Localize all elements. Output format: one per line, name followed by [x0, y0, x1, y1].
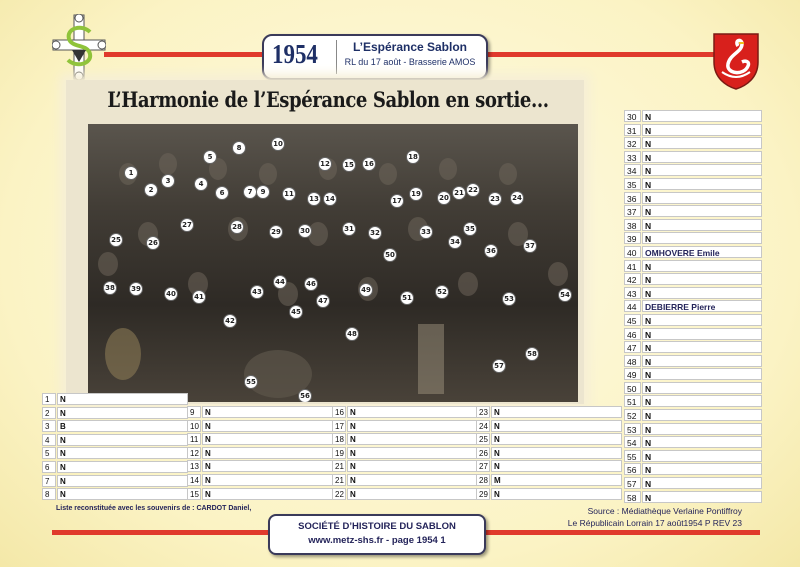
roster-row: [624, 219, 762, 232]
roster-number: 27: [476, 460, 490, 472]
roster-name: N: [202, 406, 333, 418]
roster-name: N: [491, 433, 622, 445]
roster-number: 8: [42, 488, 56, 500]
roster-number: 19: [332, 447, 346, 459]
person-label: 41: [192, 290, 206, 304]
roster-name: N: [491, 488, 622, 500]
person-label: 33: [419, 225, 433, 239]
roster-name: N: [642, 192, 762, 204]
roster-name: N: [642, 355, 762, 367]
roster-row: [624, 205, 762, 218]
roster-row: [624, 192, 762, 205]
person-label: 24: [510, 191, 524, 205]
roster-number: 41: [624, 260, 641, 272]
roster-name: N: [57, 488, 188, 500]
roster-name: N: [347, 433, 478, 445]
person-label: 25: [109, 233, 123, 247]
roster-number: 42: [624, 273, 641, 285]
person-label: 43: [250, 285, 264, 299]
roster-name: N: [642, 178, 762, 190]
roster-row: [332, 420, 478, 433]
person-label: 45: [289, 305, 303, 319]
person-label: 39: [129, 282, 143, 296]
footer-link-line: [270, 535, 484, 546]
roster-row: [42, 461, 188, 474]
clipping-headline: L’Harmonie de l’Espérance Sablon en sortie...: [107, 87, 549, 112]
roster-number: 32: [624, 137, 641, 149]
roster-number: 31: [624, 124, 641, 136]
roster-name: N: [202, 447, 333, 459]
roster-number: 1: [42, 393, 56, 405]
roster-name: N: [491, 406, 622, 418]
roster-name: N: [642, 382, 762, 394]
person-label: 4: [194, 177, 208, 191]
roster-row: [332, 488, 478, 501]
roster-name: N: [642, 477, 762, 489]
roster-number: 44: [624, 300, 641, 312]
roster-number: 45: [624, 314, 641, 326]
roster-number: 55: [624, 450, 641, 462]
roster-name: N: [642, 450, 762, 462]
roster-row: [476, 488, 622, 501]
roster-column-5: [624, 110, 762, 504]
person-label: 38: [103, 281, 117, 295]
roster-row: [624, 423, 762, 436]
person-label: 44: [273, 275, 287, 289]
roster-row: [624, 273, 762, 286]
roster-name: N: [347, 474, 478, 486]
roster-number: 9: [187, 406, 201, 418]
roster-number: 54: [624, 436, 641, 448]
roster-row: [624, 463, 762, 476]
roster-number: 21: [332, 474, 346, 486]
roster-name: N: [57, 407, 188, 419]
roster-number: 12: [187, 447, 201, 459]
roster-number: 18: [332, 433, 346, 445]
year-label: 1954: [272, 39, 318, 69]
roster-row: [476, 474, 622, 487]
roster-row: [624, 450, 762, 463]
roster-name: N: [642, 273, 762, 285]
roster-name: N: [642, 368, 762, 380]
roster-number: 56: [624, 463, 641, 475]
cross-s-emblem-icon: [52, 14, 106, 80]
roster-number: 15: [187, 488, 201, 500]
roster-number: 40: [624, 246, 641, 258]
roster-name: N: [57, 461, 188, 473]
roster-row: [187, 460, 333, 473]
roster-number: 38: [624, 219, 641, 231]
roster-name: N: [491, 447, 622, 459]
roster-number: 46: [624, 328, 641, 340]
person-label: 19: [409, 187, 423, 201]
roster-name: B: [57, 420, 188, 432]
roster-number: 5: [42, 447, 56, 459]
source-line-1: Source : Médiathèque Verlaine Pontiffroy: [587, 506, 742, 516]
roster-row: [332, 474, 478, 487]
person-label: 40: [164, 287, 178, 301]
roster-name: N: [57, 447, 188, 459]
person-label: 22: [466, 183, 480, 197]
roster-row: [42, 447, 188, 460]
roster-number: 14: [187, 474, 201, 486]
title-divider: [336, 40, 337, 74]
roster-number: 47: [624, 341, 641, 353]
roster-number: 16: [332, 406, 346, 418]
person-label: 56: [298, 389, 312, 402]
roster-name: N: [642, 205, 762, 217]
header-rule-left: [104, 52, 264, 57]
roster-number: 39: [624, 232, 641, 244]
roster-name: N: [642, 436, 762, 448]
person-label: 20: [437, 191, 451, 205]
person-label: 3: [161, 174, 175, 188]
roster-name: N: [202, 433, 333, 445]
person-label: 34: [448, 235, 462, 249]
roster-number: 6: [42, 461, 56, 473]
roster-name: N: [642, 110, 762, 122]
person-label: 58: [525, 347, 539, 361]
roster-number: 4: [42, 434, 56, 446]
header-rule-right: [484, 52, 714, 57]
roster-name: N: [642, 314, 762, 326]
roster-row: [332, 447, 478, 460]
roster-row: [624, 110, 762, 123]
roster-name: N: [642, 409, 762, 421]
roster-row: [624, 246, 762, 259]
roster-number: 11: [187, 433, 201, 445]
roster-row: [42, 475, 188, 488]
roster-name: N: [202, 474, 333, 486]
website-link[interactable]: www.metz-shs.fr: [308, 535, 384, 546]
roster-row: [624, 355, 762, 368]
person-label: 53: [502, 292, 516, 306]
person-label: 49: [359, 283, 373, 297]
roster-number: 22: [332, 488, 346, 500]
person-label: 11: [282, 187, 296, 201]
roster-number: 10: [187, 420, 201, 432]
roster-name: DEBIERRE Pierre: [642, 300, 762, 312]
roster-number: 28: [476, 474, 490, 486]
roster-column-1: [42, 393, 188, 502]
person-label: 9: [256, 185, 270, 199]
person-label: 31: [342, 222, 356, 236]
person-label: 29: [269, 225, 283, 239]
person-label: 27: [180, 218, 194, 232]
roster-row: [624, 477, 762, 490]
roster-row: [42, 488, 188, 501]
roster-name: OMHOVERE Emile: [642, 246, 762, 258]
roster-number: 35: [624, 178, 641, 190]
person-label: 5: [203, 150, 217, 164]
society-name: SOCIÉTÉ D’HISTOIRE DU SABLON: [298, 521, 456, 532]
person-label: 52: [435, 285, 449, 299]
roster-row: [624, 409, 762, 422]
roster-name: N: [642, 395, 762, 407]
roster-number: 57: [624, 477, 641, 489]
roster-row: [187, 433, 333, 446]
roster-number: 53: [624, 423, 641, 435]
roster-name: M: [491, 474, 622, 486]
roster-row: [624, 314, 762, 327]
newspaper-clipping: [66, 80, 584, 404]
roster-name: N: [642, 137, 762, 149]
person-label: 32: [368, 226, 382, 240]
roster-name: N: [642, 124, 762, 136]
roster-name: N: [642, 423, 762, 435]
source-line-2: Le Républicain Lorrain 17 août1954 P REV 23: [567, 518, 742, 528]
person-label: 8: [232, 141, 246, 155]
roster-row: [624, 341, 762, 354]
roster-name: N: [57, 434, 188, 446]
person-label: 6: [215, 186, 229, 200]
roster-number: 50: [624, 382, 641, 394]
roster-name: N: [642, 328, 762, 340]
roster-number: 13: [187, 460, 201, 472]
person-label: 47: [316, 294, 330, 308]
roster-name: N: [642, 491, 762, 503]
roster-name: N: [202, 488, 333, 500]
roster-number: 51: [624, 395, 641, 407]
page-title: L’Espérance Sablon: [352, 40, 468, 54]
person-label: 37: [523, 239, 537, 253]
swan-crest-icon: [712, 32, 760, 90]
roster-name: N: [642, 164, 762, 176]
roster-number: 25: [476, 433, 490, 445]
roster-row: [332, 433, 478, 446]
roster-row: [624, 368, 762, 381]
roster-name: N: [57, 393, 188, 405]
roster-row: [187, 406, 333, 419]
roster-row: [42, 407, 188, 420]
roster-name: N: [57, 475, 188, 487]
source-note: [520, 505, 742, 529]
header-title-box: [262, 34, 488, 80]
roster-name: N: [642, 287, 762, 299]
person-label: 2: [144, 183, 158, 197]
roster-row: [476, 447, 622, 460]
roster-name: N: [347, 406, 478, 418]
roster-number: 34: [624, 164, 641, 176]
roster-name: N: [347, 420, 478, 432]
person-label: 16: [362, 157, 376, 171]
roster-name: N: [642, 260, 762, 272]
person-label: 42: [223, 314, 237, 328]
page-reference: - page 1954 1: [383, 535, 446, 546]
roster-number: 58: [624, 491, 641, 503]
roster-number: 36: [624, 192, 641, 204]
person-label: 36: [484, 244, 498, 258]
roster-row: [476, 406, 622, 419]
roster-number: 30: [624, 110, 641, 122]
roster-row: [624, 124, 762, 137]
person-label: 1: [124, 166, 138, 180]
roster-row: [624, 382, 762, 395]
roster-row: [624, 491, 762, 504]
roster-row: [624, 260, 762, 273]
roster-row: [624, 328, 762, 341]
roster-column-3: [332, 406, 478, 501]
roster-row: [187, 447, 333, 460]
person-label: 21: [452, 186, 466, 200]
person-label: 12: [318, 157, 332, 171]
roster-row: [624, 395, 762, 408]
roster-name: N: [491, 460, 622, 472]
roster-row: [476, 460, 622, 473]
person-label: 54: [558, 288, 572, 302]
roster-name: N: [642, 341, 762, 353]
person-label: 50: [383, 248, 397, 262]
roster-number: 17: [332, 420, 346, 432]
roster-number: 48: [624, 355, 641, 367]
roster-row: [624, 300, 762, 313]
roster-row: [624, 178, 762, 191]
person-label: 26: [146, 236, 160, 250]
footer-box: [268, 514, 486, 555]
person-labels: [88, 124, 578, 402]
roster-row: [332, 460, 478, 473]
roster-row: [624, 164, 762, 177]
roster-number: 21: [332, 460, 346, 472]
roster-column-2: [187, 406, 333, 501]
person-label: 35: [463, 222, 477, 236]
roster-number: 26: [476, 447, 490, 459]
person-label: 13: [307, 192, 321, 206]
roster-name: N: [347, 447, 478, 459]
person-label: 17: [390, 194, 404, 208]
person-label: 57: [492, 359, 506, 373]
roster-row: [624, 436, 762, 449]
roster-row: [187, 488, 333, 501]
roster-row: [624, 287, 762, 300]
roster-row: [476, 420, 622, 433]
roster-number: 49: [624, 368, 641, 380]
roster-column-4: [476, 406, 622, 501]
roster-number: 29: [476, 488, 490, 500]
roster-number: 2: [42, 407, 56, 419]
roster-row: [187, 420, 333, 433]
person-label: 55: [244, 375, 258, 389]
roster-name: N: [202, 420, 333, 432]
person-label: 15: [342, 158, 356, 172]
person-label: 30: [298, 224, 312, 238]
person-label: 7: [243, 185, 257, 199]
roster-name: N: [347, 488, 478, 500]
roster-row: [42, 420, 188, 433]
roster-number: 43: [624, 287, 641, 299]
roster-number: 33: [624, 151, 641, 163]
person-label: 51: [400, 291, 414, 305]
person-label: 46: [304, 277, 318, 291]
roster-row: [624, 137, 762, 150]
person-label: 18: [406, 150, 420, 164]
person-label: 23: [488, 192, 502, 206]
roster-row: [42, 393, 188, 406]
roster-number: 37: [624, 205, 641, 217]
roster-number: 52: [624, 409, 641, 421]
roster-name: N: [491, 420, 622, 432]
roster-row: [624, 151, 762, 164]
person-label: 48: [345, 327, 359, 341]
roster-name: N: [642, 463, 762, 475]
page-subtitle: RL du 17 août - Brasserie AMOS: [344, 57, 476, 67]
roster-name: N: [202, 460, 333, 472]
roster-number: 23: [476, 406, 490, 418]
roster-row: [42, 434, 188, 447]
roster-row: [332, 406, 478, 419]
roster-name: N: [347, 460, 478, 472]
credit-note: Liste reconstituée avec les souvenirs de : CARDOT Daniel,: [56, 505, 252, 512]
group-photo: [88, 124, 578, 402]
roster-row: [476, 433, 622, 446]
roster-number: 3: [42, 420, 56, 432]
roster-row: [624, 232, 762, 245]
roster-number: 7: [42, 475, 56, 487]
roster-name: N: [642, 151, 762, 163]
person-label: 28: [230, 220, 244, 234]
person-label: 10: [271, 137, 285, 151]
roster-number: 24: [476, 420, 490, 432]
roster-name: N: [642, 232, 762, 244]
roster-name: N: [642, 219, 762, 231]
person-label: 14: [323, 192, 337, 206]
roster-row: [187, 474, 333, 487]
